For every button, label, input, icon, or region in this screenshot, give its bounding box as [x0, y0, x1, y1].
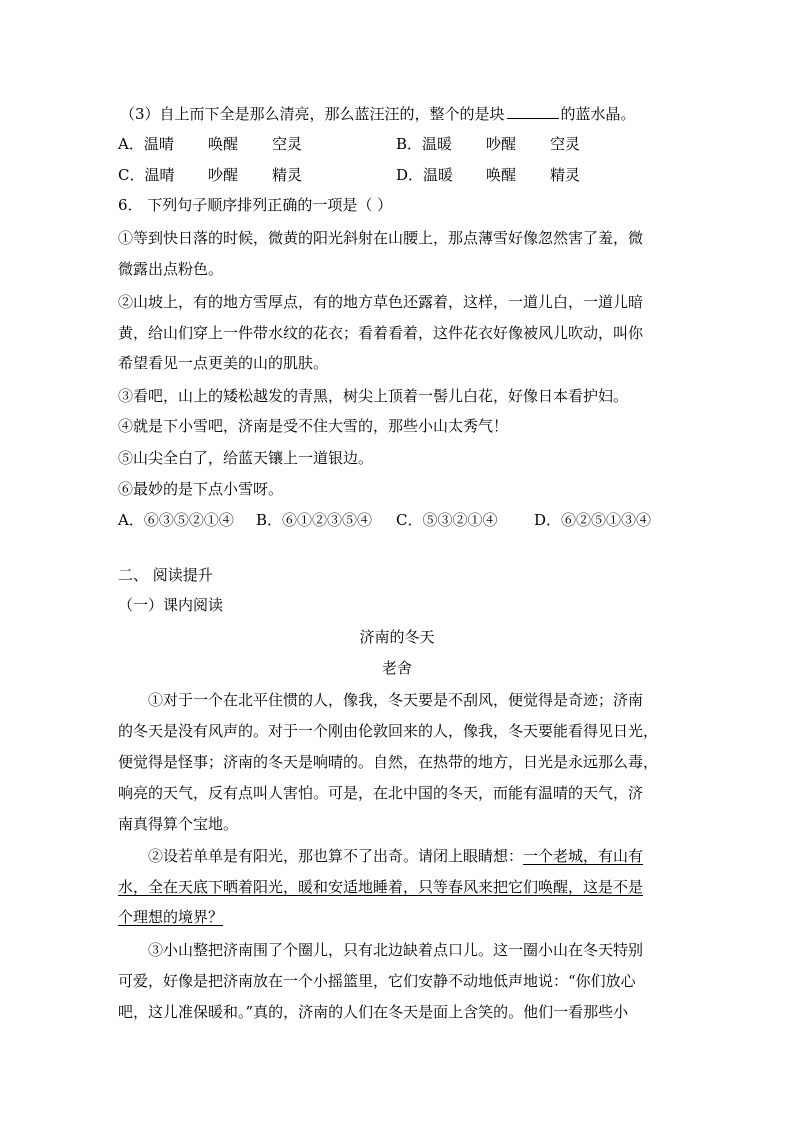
- q6-sentence-6: ⑥最妙的是下点小雪呀。: [118, 480, 284, 498]
- article-author: 老舍: [381, 659, 412, 677]
- section-heading: 二、 阅读提升: [118, 566, 213, 584]
- para-1-line-4: 响亮的天气，反有点叫人害怕。可是，在北中国的冬天，而能有温晴的天气，济: [118, 784, 644, 802]
- para-3-line-3: 吧，这儿准保暖和。”真的，济南的人们在冬天是面上含笑的。他们一看那些小: [118, 1003, 629, 1021]
- para-3-line-1: ③小山整把济南围了个圈儿，只有北边缺着点口儿。这一圈小山在冬天特别: [148, 941, 644, 959]
- section-subheading: （一）课内阅读: [118, 596, 224, 614]
- article-title: 济南的冬天: [359, 628, 435, 646]
- q6-sentence-3: ③看吧，山上的矮松越发的青黑，树尖上顶着一髻儿白花，好像日本看护妇。: [118, 387, 629, 405]
- q6-option-b: B．⑥①②③⑤④: [256, 511, 373, 529]
- answer-blank: [507, 103, 559, 119]
- q6-sentence-2-cont2: 希望看见一点更美的山的肌肤。: [118, 354, 329, 372]
- q6-option-c: C．⑤③②①④: [396, 511, 498, 529]
- q6-sentence-5: ⑤山尖全白了，给蓝天镶上一道银边。: [118, 449, 374, 467]
- q3-option-c: C．温晴 吵醒 精灵: [118, 166, 303, 184]
- para-1-line-3: 便觉得是怪事；济南的冬天是响晴的。自然，在热带的地方，日光是永远那么毒，: [118, 753, 659, 771]
- para-2-line-2: 水，全在天底下晒着阳光，暖和安适地睡着，只等春风来把它们唤醒，这是不是: [118, 878, 644, 896]
- q6-sentence-1: ①等到快日落的时候，微黄的阳光斜射在山腰上，那点薄雪好像忽然害了羞，微: [118, 229, 644, 247]
- q6-sentence-2-cont: 黄，给山们穿上一件带水纹的花衣；看着看着，这件花衣好像被风儿吹动，叫你: [118, 324, 644, 342]
- q3-stem: （3）自上而下全是那么清亮，那么蓝汪汪的，整个的是块 的蓝水晶。: [120, 105, 636, 123]
- q6-sentence-4: ④就是下小雪吧，济南是受不住大雪的，那些小山太秀气！: [118, 417, 509, 435]
- para-1-line-1: ①对于一个在北平住惯的人，像我，冬天要是不刮风，便觉得是奇迹；济南: [148, 691, 644, 709]
- q6-sentence-1-cont: 微露出点粉色。: [118, 260, 224, 278]
- q3-option-a: A．温晴 唤醒 空灵: [118, 135, 303, 153]
- q6-stem: 6． 下列句子顺序排列正确的一项是（ ）: [118, 196, 393, 214]
- para-1-line-5: 南真得算个宝地。: [118, 815, 239, 833]
- para-3-line-2: 可爱，好像是把济南放在一个小摇篮里，它们安静不动地低声地说：“你们放心: [118, 972, 636, 990]
- q6-option-d: D．⑥②⑤①③④: [534, 511, 652, 529]
- para-2-line-1: ②设若单单是有阳光，那也算不了出奇。请闭上眼睛想：一个老城，有山有: [148, 847, 644, 865]
- q3-option-d: D．温暖 唤醒 精灵: [396, 166, 581, 184]
- q3-option-b: B．温暖 吵醒 空灵: [396, 135, 581, 153]
- para-1-line-2: 的冬天是没有风声的。对于一个刚由伦敦回来的人，像我，冬天要能看得见日光，: [118, 722, 659, 740]
- para-2-line-3: 个理想的境界？: [118, 908, 224, 926]
- q6-option-a: A．⑥③⑤②①④: [118, 511, 234, 529]
- q6-sentence-2: ②山坡上，有的地方雪厚点，有的地方草色还露着，这样，一道儿白，一道儿暗: [118, 293, 644, 311]
- underlined-sentence: 一个老城，有山有: [523, 847, 644, 865]
